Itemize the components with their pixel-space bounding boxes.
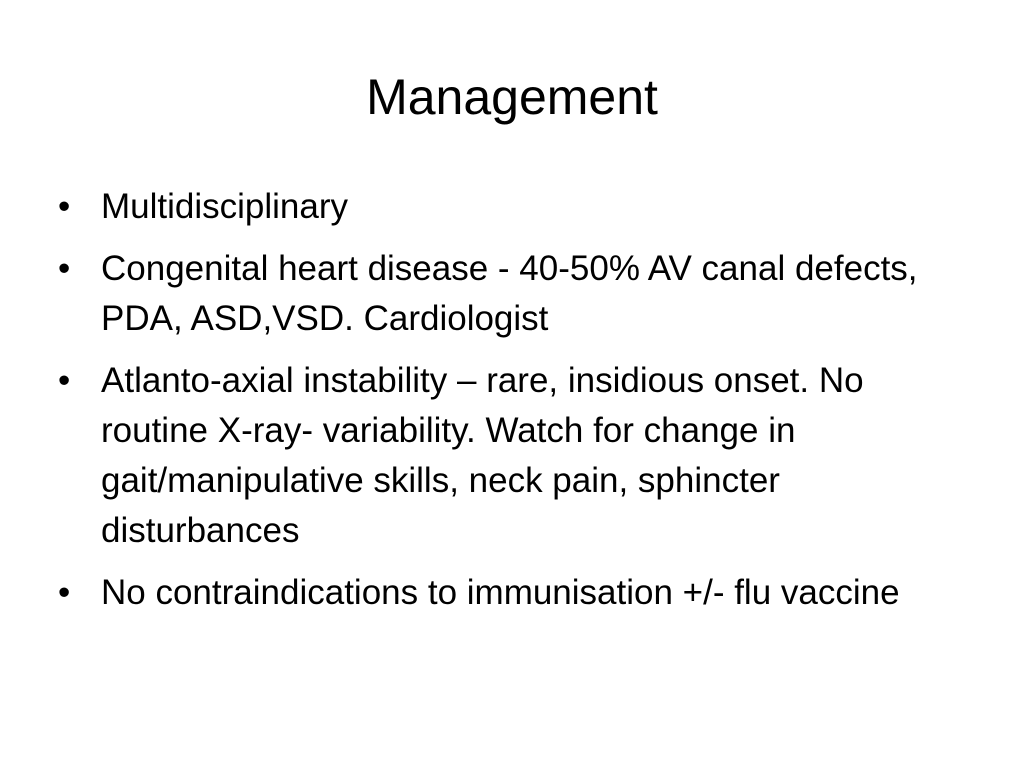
bullet-icon: • (58, 573, 71, 612)
bullet-item (56, 356, 976, 556)
bullet-list (56, 182, 976, 630)
bullet-icon: • (58, 187, 71, 226)
slide-title: Management (366, 69, 658, 125)
bullet-text: Congenital heart disease - 40-50% AV canal defects, PDA, ASD,VSD. Cardiologist (101, 249, 918, 338)
bullet-icon: • (58, 361, 71, 400)
bullet-text: Atlanto-axial instability – rare, insidious onset. No routine X-ray- variability. Watch for change in gait/manipulative skills, neck pain, sphincter disturbances (101, 361, 864, 550)
bullet-text: Multidisciplinary (101, 187, 349, 226)
bullet-item (56, 182, 976, 232)
bullet-item (56, 568, 976, 618)
bullet-item (56, 244, 976, 344)
bullet-text: No contraindications to immunisation +/- flu vaccine (101, 573, 900, 612)
bullet-icon: • (58, 249, 71, 288)
